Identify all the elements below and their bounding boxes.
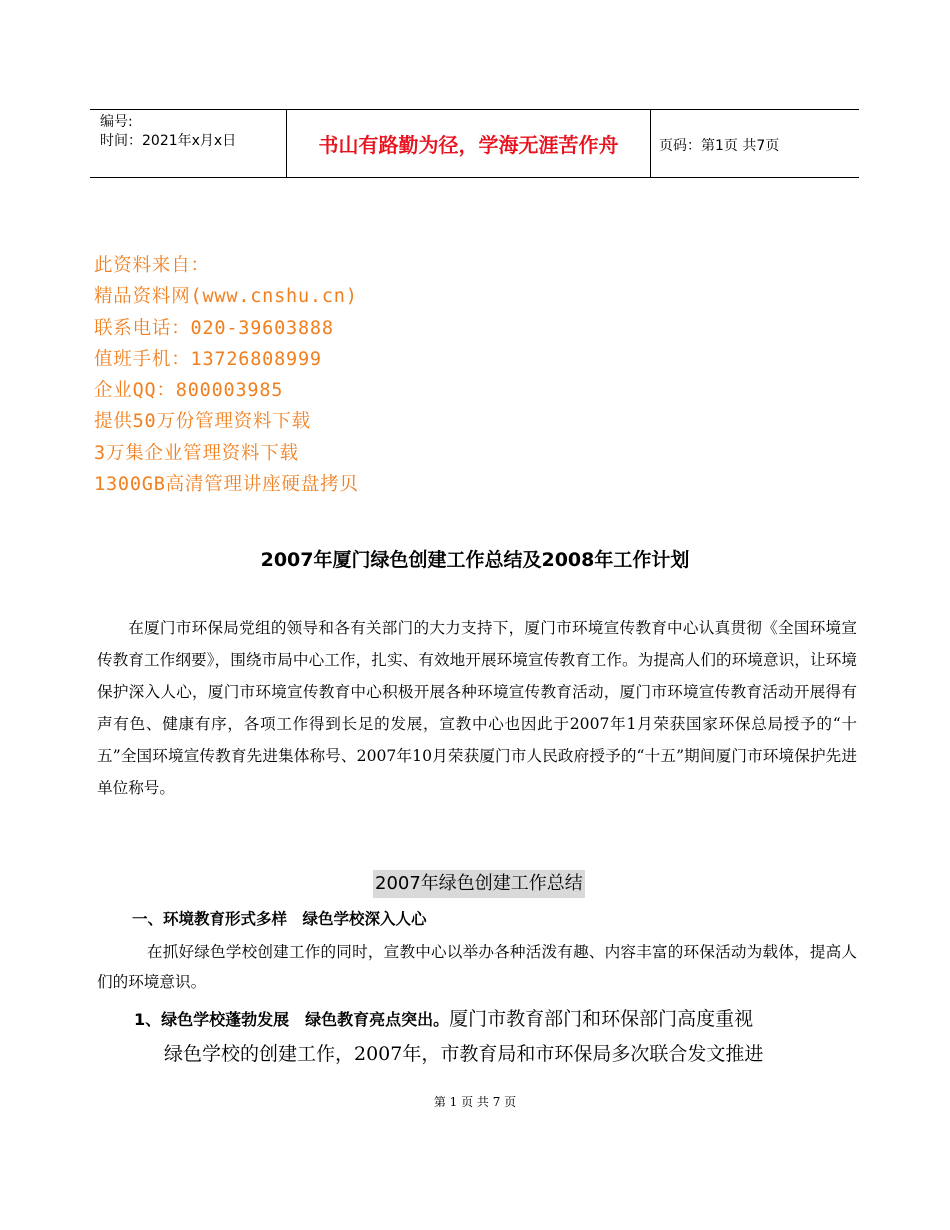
subsection-title: 一、环境教育形式多样 绿色学校深入人心: [132, 910, 427, 928]
time-label: 时间：2021年x月x日: [100, 133, 237, 149]
promo-line: 提供50万份管理资料下载: [94, 411, 311, 433]
motto: 书山有路勤为径，学海无涯苦作舟: [318, 133, 619, 157]
promo-line: 1300GB高清管理讲座硬盘拷贝: [94, 474, 359, 496]
subsection-paragraph: 在抓好绿色学校创建工作的同时，宣教中心以举办各种活泼有趣、内容丰富的环保活动为载体，提高人们的环境意识。: [97, 943, 857, 991]
header-table: [90, 109, 859, 178]
promo-line: 企业QQ：800003985: [94, 380, 284, 402]
list-item-lead: 1、绿色学校蓬勃发展 绿色教育亮点突出。: [134, 1010, 450, 1029]
section-title: 2007年绿色创建工作总结: [373, 870, 585, 898]
page-info: 页码：第1页 共7页: [659, 138, 780, 154]
page-footer: 第 1 页 共 7 页: [433, 1095, 517, 1109]
document-title: 2007年厦门绿色创建工作总结及2008年工作计划: [260, 549, 690, 571]
promo-line: 3万集企业管理资料下载: [94, 442, 299, 464]
promo-line: 精品资料网(www.cnshu.cn): [94, 286, 358, 308]
header-info-cell: [90, 110, 287, 177]
list-item-text: 厦门市教育部门和环保部门高度重视: [449, 1008, 754, 1030]
promo-line: 值班手机：13726808999: [94, 348, 322, 370]
header-motto-cell: [287, 110, 651, 177]
list-item-text-continued: 绿色学校的创建工作，2007年，市教育局和市环保局多次联合发文推进: [164, 1043, 764, 1065]
promo-line: 联系电话：020-39603888: [94, 317, 334, 339]
list-item: [134, 1002, 860, 1072]
promo-block: [94, 250, 359, 500]
intro-paragraph: 在厦门市环保局党组的领导和各有关部门的大力支持下，厦门市环境宣传教育中心认真贯彻《全国环境宣传教育工作纲要》，围绕市局中心工作，扎实、有效地开展环境宣传教育工作。为提高人们的环境意识，让环境保护深入人心，厦门市环境宣传教育中心积极开展各种环境宣传教育活动，厦门市环境宣传教育活动开展得有声有色、健康有序，各项工作得到长足的发展，宣教中心也因此于2007年1月荣获国家环保总局授予的“十五”全国环境宣传教育先进集体称号、2007年10月荣获厦门市人民政府授予的“十五”期间厦门市环境保护先进单位称号。: [97, 619, 857, 798]
header-page-cell: [651, 110, 859, 177]
promo-line: 此资料来自：: [94, 255, 210, 276]
number-label: 编号:: [100, 114, 133, 130]
